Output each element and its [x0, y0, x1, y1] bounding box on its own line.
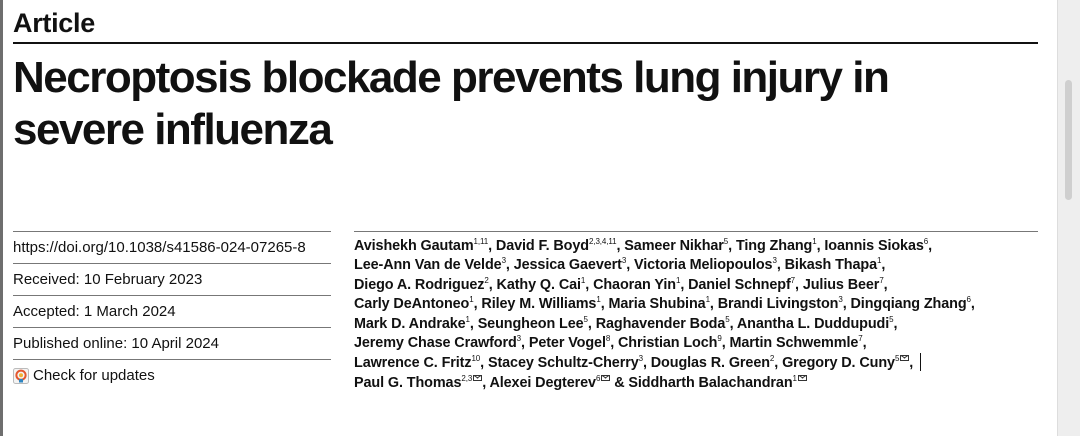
- author-affiliation: 3: [516, 334, 522, 344]
- author-affiliation: 8: [605, 334, 611, 344]
- author[interactable]: [651, 355, 775, 371]
- author-affiliation: 5: [723, 237, 729, 246]
- author-affiliation: 7: [858, 334, 863, 344]
- author[interactable]: [618, 335, 722, 351]
- doi-row: [13, 231, 331, 263]
- author-affiliation: 3: [772, 256, 777, 266]
- author-affiliation: 3: [838, 295, 843, 305]
- author[interactable]: [496, 238, 617, 254]
- author-line: Mark D. Andrake$^1$, Seungheon Lee$^5$, Raghavender Boda$^5$, Anantha L. Duddupudi$^5$,: [354, 314, 898, 332]
- author-affiliation: 1,11: [473, 237, 489, 246]
- envelope-icon[interactable]: [900, 355, 909, 361]
- author-affiliation: 3: [638, 354, 643, 364]
- published-row: [13, 327, 331, 359]
- author-name: Carly DeAntoneo: [354, 296, 470, 313]
- author-affiliation: 2,3: [461, 373, 473, 383]
- article-title-line-2: severe influenza: [13, 105, 332, 154]
- author-affiliation: 1: [469, 295, 474, 305]
- author[interactable]: [354, 375, 482, 391]
- author[interactable]: [628, 375, 806, 391]
- article-title: [13, 52, 1043, 156]
- author[interactable]: [529, 335, 610, 351]
- author-name: Mark D. Andrake: [354, 315, 466, 332]
- article-metadata: [13, 231, 331, 391]
- author[interactable]: [736, 238, 817, 254]
- accepted-row: [13, 295, 331, 327]
- author-affiliation: 6: [923, 237, 929, 246]
- accepted-date: Accepted: 1 March 2024: [13, 303, 176, 320]
- author-name: Alexei Degterev: [489, 374, 596, 391]
- author[interactable]: [596, 316, 730, 332]
- author-affiliation: 1: [596, 295, 601, 305]
- author-affiliation: 2: [484, 275, 489, 285]
- author[interactable]: [478, 316, 588, 332]
- author-name: Stacey Schultz-Cherry: [487, 355, 639, 372]
- author-name: Diego A. Rodriguez: [354, 276, 485, 293]
- author-line: Carly DeAntoneo$^1$, Riley M. Williams$^1$, Maria Shubina$^1$, Brandi Livingston$^3$, Dingqiang Zhang$^6$,: [354, 295, 975, 313]
- author-name: Kathy Q. Cai: [496, 276, 581, 293]
- published-date: Published online: 10 April 2024: [13, 335, 219, 352]
- author[interactable]: [497, 277, 586, 293]
- author-name: Lawrence C. Fritz: [354, 355, 472, 372]
- author[interactable]: [624, 238, 728, 254]
- header-divider: [13, 42, 1038, 44]
- envelope-icon[interactable]: [798, 375, 807, 381]
- scrollbar[interactable]: [1057, 0, 1080, 436]
- author[interactable]: [489, 375, 610, 391]
- author-name: Dingqiang Zhang: [850, 296, 967, 313]
- author-affiliation: 1: [877, 256, 882, 266]
- author-affiliation: 1: [705, 295, 710, 305]
- author-name: Anantha L. Duddupudi: [736, 315, 890, 332]
- author-name: Victoria Meliopoulos: [634, 257, 773, 274]
- author[interactable]: [782, 355, 909, 371]
- author-name: Seungheon Lee: [477, 315, 584, 332]
- article-title-line-1: Necroptosis blockade prevents lung injury in: [13, 53, 889, 102]
- author-name: Ting Zhang: [735, 238, 813, 254]
- author-name: Gregory D. Cuny: [782, 355, 895, 372]
- author-affiliation: 1: [792, 373, 797, 383]
- author[interactable]: [354, 277, 489, 293]
- author[interactable]: [481, 296, 600, 312]
- received-row: [13, 263, 331, 295]
- author-name: Brandi Livingston: [717, 296, 839, 313]
- author[interactable]: [354, 296, 474, 312]
- author-affiliation: 9: [717, 334, 722, 344]
- author[interactable]: [634, 257, 777, 273]
- author[interactable]: [354, 316, 470, 332]
- received-date: Received: 10 February 2023: [13, 271, 203, 288]
- author-affiliation: 1: [812, 237, 817, 246]
- doi-link[interactable]: https://doi.org/10.1038/s41586-024-07265-8: [13, 239, 306, 256]
- author-line: Jeremy Chase Crawford$^3$, Peter Vogel$^8$, Christian Loch$^9$, Martin Schwemmle$^7$,: [354, 334, 867, 352]
- envelope-icon[interactable]: [601, 375, 610, 381]
- author-name: Maria Shubina: [608, 296, 706, 313]
- author-affiliation: 6: [595, 373, 601, 383]
- author-affiliation: 7: [790, 275, 796, 285]
- author-affiliation: 3: [621, 256, 627, 266]
- author[interactable]: [851, 296, 971, 312]
- author-name: Bikash Thapa: [784, 257, 877, 274]
- check-for-updates-label: Check for updates: [33, 367, 155, 384]
- author-name: Martin Schwemmle: [729, 335, 859, 352]
- author[interactable]: [785, 257, 882, 273]
- author-name: Sameer Nikhar: [624, 238, 724, 254]
- authors-divider: [354, 231, 1038, 232]
- author-list: [354, 237, 1034, 393]
- author-line: Lawrence C. Fritz$^{10}$, Stacey Schultz-Cherry$^3$, Douglas R. Green$^2$, Gregory D. Cuny$^5$ ,: [354, 353, 1034, 373]
- author-affiliation: 7: [879, 275, 884, 285]
- author-affiliation: 3: [501, 256, 506, 266]
- author-name: Daniel Schnepf: [688, 276, 791, 293]
- author-affiliation: 5: [583, 314, 588, 324]
- author-name: Riley M. Williams: [481, 296, 597, 313]
- author-affiliation: 6: [966, 295, 971, 305]
- text-cursor: [920, 353, 921, 371]
- article-type-label: Article: [13, 8, 95, 38]
- author-name: Jeremy Chase Crawford: [354, 335, 517, 352]
- author[interactable]: [824, 238, 928, 254]
- author[interactable]: [354, 335, 521, 351]
- author[interactable]: [737, 316, 894, 332]
- author-line: Paul G. Thomas$^{2,3}$ , Alexei Degterev$^6$ & Siddharth Balachandran$^1$: [354, 374, 1034, 393]
- author-affiliation: 2: [769, 354, 775, 364]
- author[interactable]: [688, 277, 795, 293]
- author[interactable]: [514, 257, 626, 273]
- author-name: Avishekh Gautam: [354, 238, 474, 254]
- author[interactable]: [718, 296, 843, 312]
- author-name: Peter Vogel: [528, 335, 606, 352]
- window-left-edge: [0, 0, 3, 436]
- author[interactable]: [354, 238, 488, 254]
- envelope-icon[interactable]: [473, 375, 482, 381]
- author-name: Paul G. Thomas: [354, 374, 462, 391]
- author-affiliation: 2,3,4,11: [588, 237, 617, 246]
- author-affiliation: 10: [471, 354, 481, 364]
- scrollbar-thumb[interactable]: [1065, 80, 1072, 200]
- author[interactable]: [803, 277, 884, 293]
- author-affiliation: 5: [894, 354, 900, 364]
- author-affiliation: 5: [725, 314, 730, 324]
- author-name: Jessica Gaevert: [513, 257, 622, 274]
- author[interactable]: [488, 355, 643, 371]
- author-name: Chaoran Yin: [593, 276, 676, 293]
- author[interactable]: [593, 277, 680, 293]
- author[interactable]: [354, 257, 506, 273]
- author-line: Avishekh Gautam$^{1,11}$, David F. Boyd$^{2,3,4,11}$, Sameer Nikhar$^5$, Ting Zhang$^1$, Ioannis Siokas$^6$,: [354, 237, 933, 254]
- author-affiliation: 1: [675, 275, 681, 285]
- check-for-updates-button[interactable]: [13, 359, 331, 391]
- author-line: Diego A. Rodriguez$^2$, Kathy Q. Cai$^1$, Chaoran Yin$^1$, Daniel Schnepf$^7$, Julius Beer$^7$,: [354, 275, 888, 293]
- author-name: David F. Boyd: [495, 238, 589, 254]
- author-name: Douglas R. Green: [650, 355, 770, 372]
- author-affiliation: 1: [580, 275, 586, 285]
- check-for-updates-icon: [13, 368, 29, 384]
- author-name: Siddharth Balachandran: [628, 374, 793, 391]
- author[interactable]: [730, 335, 863, 351]
- author-name: Raghavender Boda: [595, 315, 726, 332]
- author-name: Ioannis Siokas: [824, 238, 924, 254]
- author-affiliation: 5: [889, 314, 894, 324]
- author[interactable]: [354, 355, 480, 371]
- author-affiliation: 1: [465, 314, 470, 324]
- author[interactable]: [609, 296, 710, 312]
- author-name: Christian Loch: [618, 335, 718, 352]
- author-name: Lee-Ann Van de Velde: [354, 257, 502, 274]
- author-name: Julius Beer: [802, 276, 880, 293]
- author-line: Lee-Ann Van de Velde$^3$, Jessica Gaevert$^3$, Victoria Meliopoulos$^3$, Bikash Thapa$^1$,: [354, 256, 886, 274]
